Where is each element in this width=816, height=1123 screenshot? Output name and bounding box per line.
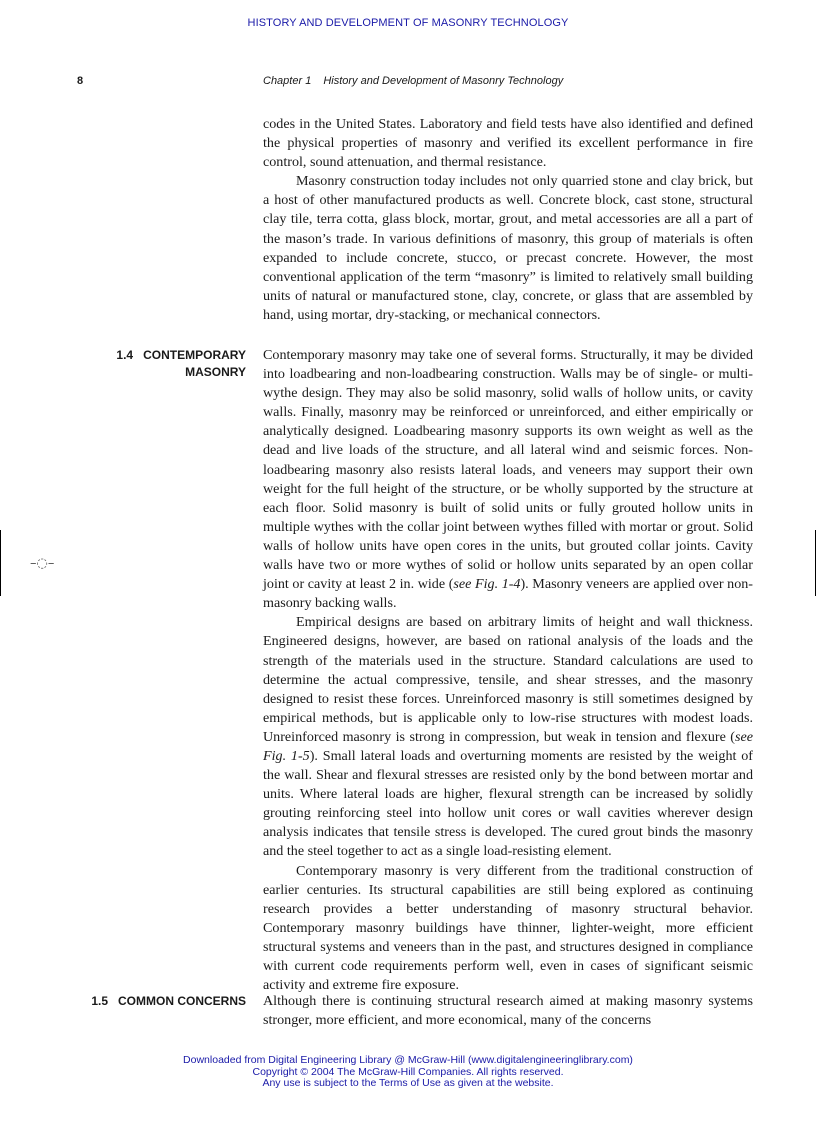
intro-block bbox=[263, 115, 753, 325]
footer-line-2: Copyright © 2004 The McGraw-Hill Companies. All rights reserved. bbox=[252, 1065, 564, 1078]
section-1-5-paragraph-1: Although there is continuing structural research aimed at making masonry systems stronger, more efficient, and more economical, many of the concerns bbox=[263, 993, 753, 1029]
section-heading-1-5 bbox=[66, 993, 246, 1010]
section-number: 1.4 bbox=[116, 348, 134, 362]
section-title: COMMON CONCERNS bbox=[118, 994, 246, 1008]
section-1-4-paragraph-1: Contemporary masonry may take one of several forms. Structurally, it may be divided into loadbearing and non-loadbearing construction. Walls may be of single- or multi-wythe design. They may also be solid masonry, solid walls of hollow units, or cavity walls. Finally, masonry may be reinforced or unreinforced, and either empirically or analytically designed. Loadbearing masonry supports its own weight as well as the dead and live loads of the structure, and all lateral wind and seismic forces. Non-loadbearing masonry also resists lateral loads, and veneers may support their own weight for the full height of the structure, or be wholly supported by the structure at each floor. Solid masonry is built of solid units or fully grouted hollow units in multiple wythes with the collar joint between wythes filled with mortar or grout. Solid walls of hollow units have open cores in the units, but grouted collar joints. Cavity walls have two or more wythes of solid or hollow units separated by an open collar joint or cavity at least 2 in. wide (see Fig. 1-4). Masonry veneers are applied over non-masonry backing walls. bbox=[263, 347, 753, 612]
section-title-line-2: MASONRY bbox=[185, 365, 246, 379]
chapter-label: Chapter 1 bbox=[263, 75, 312, 87]
chapter-title: History and Development of Masonry Technology bbox=[323, 75, 564, 87]
footer bbox=[0, 1055, 816, 1090]
page-number: 8 bbox=[77, 75, 84, 87]
crop-line-left bbox=[0, 530, 1, 596]
section-1-4-paragraph-2: Empirical designs are based on arbitrary limits of height and wall thickness. Engineered designs, however, are based on rational analysis of the loads and the strength of the materials used in the structure. Standard calculations are used to determine the actual compressive, tensile, and shear stresses, and the masonry designed to resist these forces. Unreinforced masonry is still sometimes designed by empirical methods, but is applicable only to low-rise structures with modest loads. Unreinforced masonry is strong in compression, but weak in tension and flexure (see Fig. 1-5). Small lateral loads and overturning moments are resisted by the weight of the wall. Shear and flexural stresses are resisted only by the bond between mortar and units. Where lateral loads are higher, flexural strength can be increased by solidly grouting reinforcing steel into hollow unit cores or wall cavities wherever design analysis indicates that tensile stress is developed. The cured grout binds the masonry and the steel together to act as a single load-resisting element. bbox=[263, 614, 753, 860]
section-heading-1-4 bbox=[66, 347, 246, 381]
section-1-4-body bbox=[263, 346, 753, 995]
footer-line-3: Any use is subject to the Terms of Use as given at the website. bbox=[262, 1077, 554, 1090]
section-1-5-body bbox=[263, 992, 753, 1030]
top-banner: HISTORY AND DEVELOPMENT OF MASONRY TECHNOLOGY bbox=[247, 17, 569, 29]
section-number: 1.5 bbox=[91, 994, 108, 1008]
figure-reference: see Fig. 1-5 bbox=[263, 728, 753, 764]
registration-mark-icon: –◌– bbox=[30, 556, 55, 571]
intro-paragraph-1: codes in the United States. Laboratory and field tests have also identified and defined the physical properties of masonry and verified its excellent performance in fire control, sound attenuation, and thermal resistance. bbox=[263, 116, 753, 171]
figure-reference: see Fig. 1-4 bbox=[453, 576, 521, 593]
footer-line-1: Downloaded from Digital Engineering Library @ McGraw-Hill (www.digitalengineeringlibrary.com) bbox=[183, 1054, 633, 1066]
intro-paragraph-2: Masonry construction today includes not only quarried stone and clay brick, but a host of other manufactured products as well. Concrete block, cast stone, structural clay tile, terra cotta, glass block, mortar, grout, and metal accessories are all a part of the mason’s trade. In various definitions of masonry, this group of materials is often expanded to include concrete, stucco, or precast concrete. However, the most conventional application of the term “masonry” is limited to relatively small building units of natural or manufactured stone, clay, concrete, or glass that are assembled by hand, using mortar, dry-stacking, or mechanical connectors. bbox=[263, 173, 753, 323]
section-1-4-paragraph-3: Contemporary masonry is very different from the traditional construction of earlier centuries. Its structural capabilities are still being explored as continuing research provides a better understanding of masonry structural behavior. Contemporary masonry buildings have thinner, lighter-weight, more efficient structural systems and veneers than in the past, and structures designed in compliance with current code requirements perform well, even in cases of significant seismic activity and extreme fire exposure. bbox=[263, 862, 753, 994]
section-title-line-1: CONTEMPORARY bbox=[143, 348, 246, 362]
running-head bbox=[263, 75, 563, 87]
